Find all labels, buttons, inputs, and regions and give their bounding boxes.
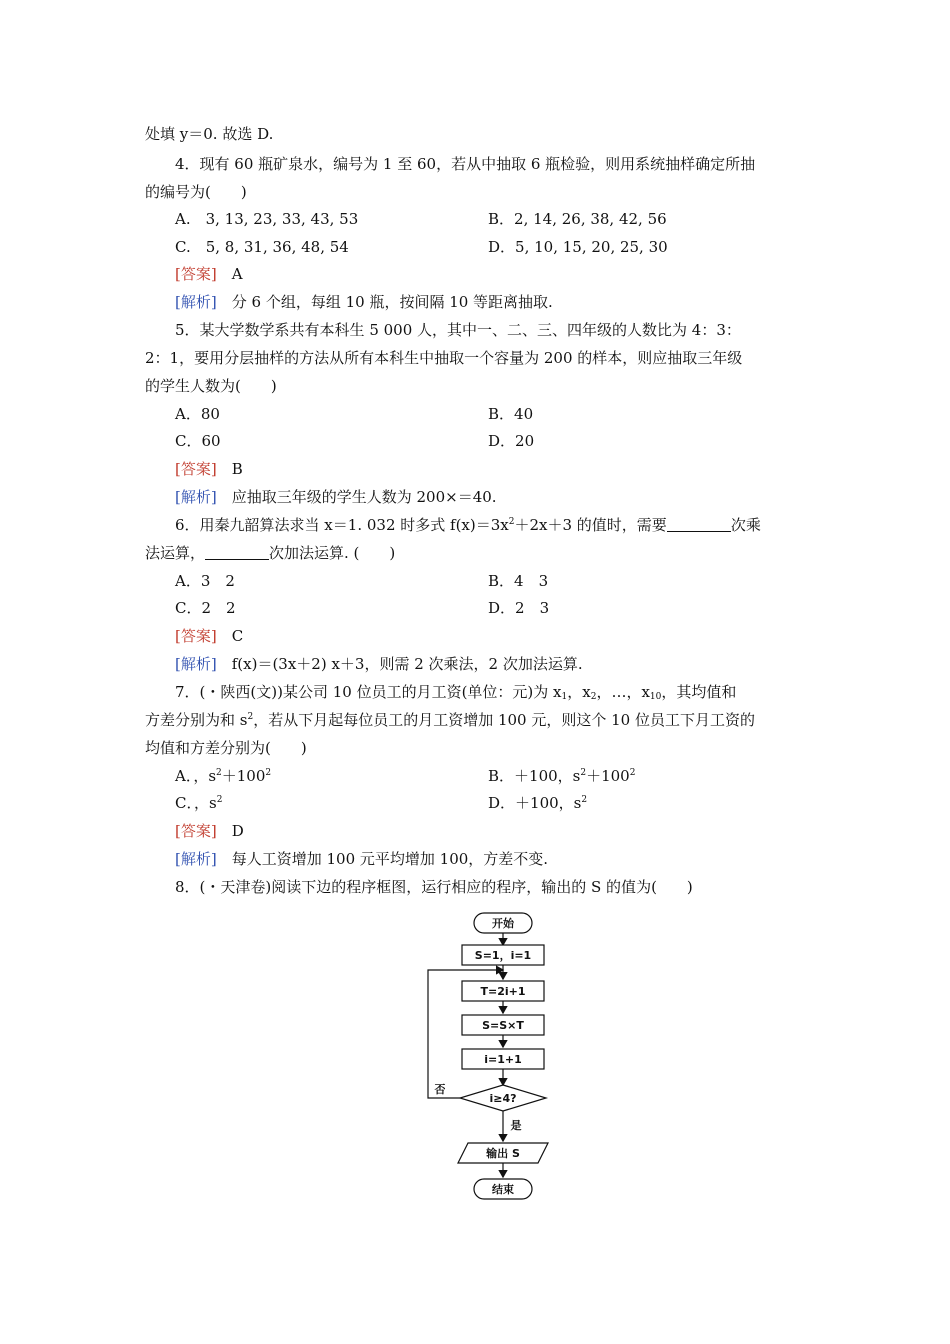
init-label: S=1，i=1 [474,949,532,962]
q4-analysis [175,292,553,312]
q5-option-c: C．60 [175,432,221,450]
answer-value: D [231,822,244,840]
q6-answer [175,626,243,646]
q7-stem-line2: 方差分别为和 $s^2$，若从下月起每位员工的月工资增加 100 元，则这个 10 位员工下月工资的 [145,711,755,729]
answer-label: [答案] [175,460,217,478]
q4-option-d: D．5, 10, 15, 20, 25, 30 [488,238,668,256]
answer-label: [答案] [175,822,217,840]
program-flowchart [420,905,560,1205]
q8-stem: 8．(・天津卷)阅读下边的程序框图，运行相应的程序，输出的 S 的值为( ) [175,878,693,896]
q7-option-a: A．，$s^2+100^2$ [175,767,272,785]
q6-stem-line1: 6．用秦九韶算法求当 x＝1. 032 时多式 $f(x)=3x^2+2x+3$ 的值时，需要 次乘 [175,516,761,534]
step-i-label: i=1+1 [484,1053,522,1066]
analysis-text: 每人工资增加 100 元平均增加 100，方差不变. [231,850,549,868]
q6-analysis [175,654,583,674]
q7-option-b: B．＋100，$s^2+100^2$ [488,767,636,785]
q4-stem-line1: 4．现有 60 瓶矿泉水，编号为 1 至 60，若从中抽取 6 瓶检验，则用系统抽样确定所抽 [175,155,756,173]
analysis-text: 分 6 个组，每组 10 瓶，按间隔 10 等距离抽取. [231,293,553,311]
fill-blank [205,545,269,560]
q7-answer [175,821,244,841]
q6-option-a: A．3 2 [175,572,235,590]
q5-answer [175,459,243,479]
answer-value: A [231,265,243,283]
output-label: 输出 S [486,1147,520,1160]
q4-option-c: C. 5, 8, 31, 36, 48, 54 [175,238,349,256]
answer-label: [答案] [175,265,217,283]
q5-option-d: D．20 [488,432,535,450]
answer-value: C [231,627,244,645]
q4-option-a: A. 3, 13, 23, 33, 43, 53 [175,210,359,228]
q7-option-c: C．，$s^2$ [175,794,223,812]
end-label: 结束 [492,1183,514,1196]
q5-stem-line1: 5．某大学数学系共有本科生 5 000 人，其中一、二、三、四年级的人数比为 4：3： [175,321,741,339]
q4-stem-line2: 的编号为( ) [145,183,247,201]
q6-option-b: B．4 3 [488,572,549,590]
analysis-label: [解析] [175,850,217,868]
q5-analysis [175,487,497,507]
q5-option-a: A．80 [175,405,220,423]
q6-stem-line2: 法运算， 次加法运算. ( ) [145,544,396,562]
q4-option-b: B．2, 14, 26, 38, 42, 56 [488,210,667,228]
fill-blank [667,517,731,532]
step-t-label: T=2i+1 [480,985,526,998]
q5-option-b: B．40 [488,405,534,423]
yes-label: 是 [510,1119,522,1132]
answer-value: B [231,460,243,478]
answer-label: [答案] [175,627,217,645]
q5-stem-line3: 的学生人数为( ) [145,377,277,395]
q6-option-c: C．2 2 [175,599,236,617]
analysis-text: 应抽取三年级的学生人数为 200×＝40. [231,488,497,506]
analysis-label: [解析] [175,293,217,311]
intro-line: 处填 y＝0. 故选 D. [145,125,274,143]
step-s-label: S=S×T [482,1019,524,1032]
analysis-text: f(x)＝(3x＋2) x＋3，则需 2 次乘法，2 次加法运算. [231,655,583,673]
q7-analysis [175,849,548,869]
q5-stem-line2: 2：1，要用分层抽样的方法从所有本科生中抽取一个容量为 200 的样本，则应抽取三年级 [145,349,743,367]
no-label: 否 [434,1083,446,1096]
q7-stem-line1: 7．(・陕西(文))某公司 10 位员工的月工资(单位：元)为 $x_1$，$x_2$，…，$x_{10}$，其均值和 [175,683,737,702]
q7-stem-line3: 均值和方差分别为( ) [145,739,307,757]
start-label: 开始 [492,917,514,930]
q7-option-d: D．＋100，$s^2$ [488,794,588,812]
q6-option-d: D．2 3 [488,599,550,617]
analysis-label: [解析] [175,655,217,673]
analysis-label: [解析] [175,488,217,506]
condition-label: i≥4? [489,1092,517,1105]
q4-answer [175,264,243,284]
